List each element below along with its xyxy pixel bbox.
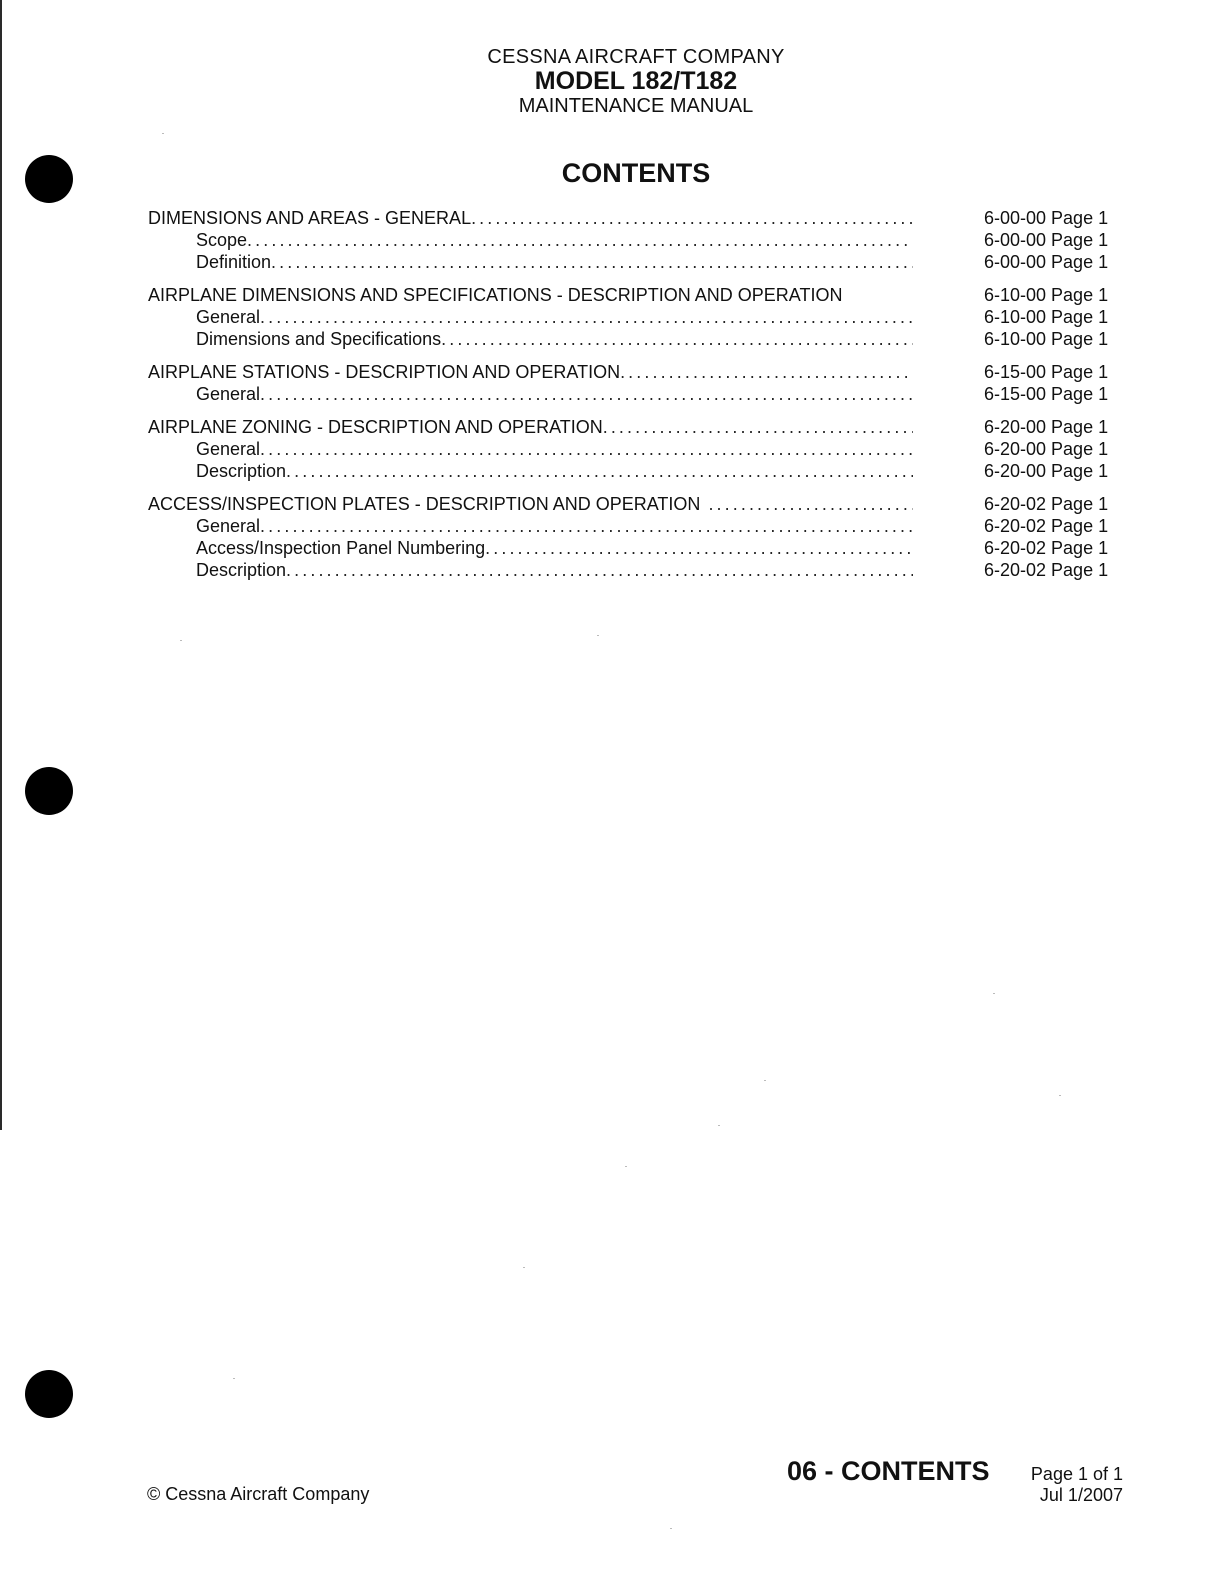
- toc-leader-dots: [603, 416, 913, 438]
- scan-speck: [764, 1080, 766, 1081]
- toc-section-title: ACCESS/INSPECTION PLATES - DESCRIPTION AND OPERATION: [148, 494, 701, 514]
- toc-page-ref: 6-10-00 Page 1: [984, 307, 1109, 327]
- manual-name: MAINTENANCE MANUAL: [518, 95, 754, 117]
- toc-entry-row[interactable]: [148, 229, 1128, 251]
- toc-page-ref: 6-15-00 Page 1: [984, 384, 1109, 404]
- toc-page-ref: 6-20-02 Page 1: [984, 538, 1109, 558]
- toc-entry-row[interactable]: [148, 251, 1128, 273]
- toc-section-row[interactable]: [148, 416, 1128, 438]
- toc-entry-row[interactable]: [148, 559, 1128, 581]
- toc-entry-title: Dimensions and Specifications: [196, 329, 442, 349]
- scan-speck: [180, 640, 182, 641]
- toc-leader-dots: [271, 251, 913, 273]
- toc-leader-dots: [260, 383, 913, 405]
- toc-leader-dots: [260, 438, 913, 460]
- scan-speck: [670, 1528, 672, 1529]
- toc-leader-dots: [260, 306, 913, 328]
- toc-leader-dots: [620, 361, 913, 383]
- toc-group: [148, 284, 1128, 350]
- toc-entry-row[interactable]: [148, 515, 1128, 537]
- document-header: [0, 46, 1224, 117]
- toc-page-ref: 6-20-00 Page 1: [984, 417, 1109, 437]
- toc-group: [148, 361, 1128, 405]
- revision-date: Jul 1/2007: [1039, 1485, 1123, 1505]
- scan-speck: [233, 1378, 235, 1379]
- toc-leader-dots: [247, 229, 913, 251]
- toc-page-ref: 6-15-00 Page 1: [984, 362, 1109, 382]
- toc-page-ref: 6-00-00 Page 1: [984, 252, 1109, 272]
- toc-page-ref: 6-20-02 Page 1: [984, 494, 1109, 514]
- scan-speck: [597, 635, 599, 636]
- toc-entry-row[interactable]: [148, 438, 1128, 460]
- model-name: MODEL 182/T182: [534, 67, 738, 95]
- punch-hole-middle: [25, 767, 73, 815]
- toc-entry-title: Scope: [196, 230, 248, 250]
- toc-page-ref: 6-20-00 Page 1: [984, 461, 1109, 481]
- toc-entry-row[interactable]: [148, 383, 1128, 405]
- toc-section-title: AIRPLANE STATIONS - DESCRIPTION AND OPERATION: [148, 362, 621, 382]
- toc-entry-title: General: [196, 439, 261, 459]
- scan-speck: [993, 993, 995, 994]
- scan-speck: [718, 1125, 720, 1126]
- toc-leader-dots: [842, 284, 913, 306]
- toc-leader-dots: [708, 493, 913, 515]
- toc-page-ref: 6-00-00 Page 1: [984, 208, 1109, 228]
- toc-page-ref: 6-00-00 Page 1: [984, 230, 1109, 250]
- toc-leader-dots: [286, 460, 913, 482]
- toc-leader-dots: [441, 328, 913, 350]
- toc-page-ref: 6-10-00 Page 1: [984, 285, 1109, 305]
- toc-group: [148, 416, 1128, 482]
- toc-entry-row[interactable]: [148, 306, 1128, 328]
- toc-section-title: DIMENSIONS AND AREAS - GENERAL: [148, 208, 472, 228]
- toc-section-title: AIRPLANE ZONING - DESCRIPTION AND OPERATION: [148, 417, 603, 437]
- toc-entry-title: General: [196, 384, 261, 404]
- toc-leader-dots: [485, 537, 913, 559]
- toc-entry-title: General: [196, 307, 261, 327]
- toc-leader-dots: [260, 515, 913, 537]
- scan-speck: [162, 133, 164, 134]
- scan-speck: [1059, 1095, 1061, 1096]
- toc-section-row[interactable]: [148, 284, 1128, 306]
- toc-page-ref: 6-10-00 Page 1: [984, 329, 1109, 349]
- toc-entry-row[interactable]: [148, 537, 1128, 559]
- toc-section-row[interactable]: [148, 361, 1128, 383]
- toc-leader-dots: [471, 207, 913, 229]
- scan-speck: [523, 1267, 525, 1268]
- scan-speck: [625, 1166, 627, 1167]
- table-of-contents: [148, 207, 1128, 592]
- toc-section-row[interactable]: [148, 493, 1128, 515]
- toc-entry-row[interactable]: [148, 328, 1128, 350]
- company-name: CESSNA AIRCRAFT COMPANY: [487, 46, 785, 68]
- toc-page-ref: 6-20-02 Page 1: [984, 516, 1109, 536]
- page-number: Page 1 of 1: [1030, 1464, 1123, 1484]
- toc-entry-title: Description: [196, 560, 287, 580]
- punch-hole-bottom: [25, 1370, 73, 1418]
- footer-page-info: [1000, 1464, 1123, 1506]
- toc-entry-title: General: [196, 516, 261, 536]
- copyright-notice: © Cessna Aircraft Company: [147, 1484, 370, 1504]
- toc-page-ref: 6-20-02 Page 1: [984, 560, 1109, 580]
- toc-entry-title: Definition: [196, 252, 272, 272]
- toc-leader-dots: [286, 559, 913, 581]
- toc-section-row[interactable]: [148, 207, 1128, 229]
- footer-section-title: 06 - CONTENTS: [787, 1456, 990, 1486]
- toc-page-ref: 6-20-00 Page 1: [984, 439, 1109, 459]
- toc-entry-title: Access/Inspection Panel Numbering: [196, 538, 486, 558]
- toc-group: [148, 207, 1128, 273]
- toc-entry-row[interactable]: [148, 460, 1128, 482]
- toc-entry-title: Description: [196, 461, 287, 481]
- page-title: CONTENTS: [561, 158, 711, 188]
- toc-group: [148, 493, 1128, 581]
- toc-section-title: AIRPLANE DIMENSIONS AND SPECIFICATIONS - DESCRIPTION AND OPERATION: [148, 285, 843, 305]
